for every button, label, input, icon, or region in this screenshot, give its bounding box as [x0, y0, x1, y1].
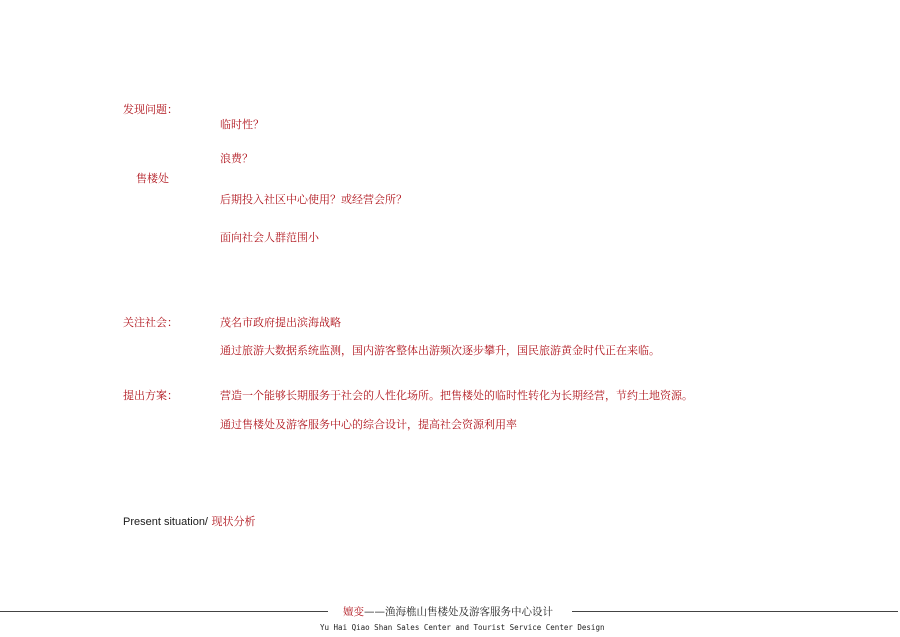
- section-title-en: Present situation/: [123, 516, 208, 528]
- problem-item: 面向社会人群范围小: [220, 231, 319, 244]
- footer-dash: ——: [364, 606, 385, 618]
- footer-title: [343, 604, 553, 619]
- section-title: [123, 513, 256, 529]
- society-item: 通过旅游大数据系统监测，国内游客整体出游频次逐步攀升，国民旅游黄金时代正在来临。: [220, 344, 660, 357]
- footer-brand: 嬗变: [343, 606, 364, 618]
- footer-project-title: 渔海樵山售楼处及游客服务中心设计: [385, 606, 553, 618]
- footer-rule-left: [0, 611, 328, 612]
- problem-item: 临时性？: [220, 118, 264, 131]
- proposal-item: 通过售楼处及游客服务中心的综合设计，提高社会资源利用率: [220, 418, 517, 431]
- problems-label: 发现问题：: [123, 103, 178, 116]
- problem-item: 浪费？: [220, 152, 253, 165]
- section-title-cn: 现状分析: [208, 515, 256, 528]
- society-label: 关注社会：: [123, 316, 178, 329]
- problem-item: 后期投入社区中心使用？或经营会所？: [220, 193, 407, 206]
- society-item: 茂名市政府提出滨海战略: [220, 316, 341, 329]
- proposal-label: 提出方案：: [123, 389, 178, 402]
- footer-subtitle: Yu Hai Qiao Shan Sales Center and Tourist Service Center Design: [320, 623, 605, 632]
- footer-rule-right: [572, 611, 898, 612]
- proposal-item: 营造一个能够长期服务于社会的人性化场所。把售楼处的临时性转化为长期经营，节约土地资源。: [220, 389, 693, 402]
- problems-subject: 售楼处: [136, 172, 169, 185]
- footer: [0, 604, 900, 618]
